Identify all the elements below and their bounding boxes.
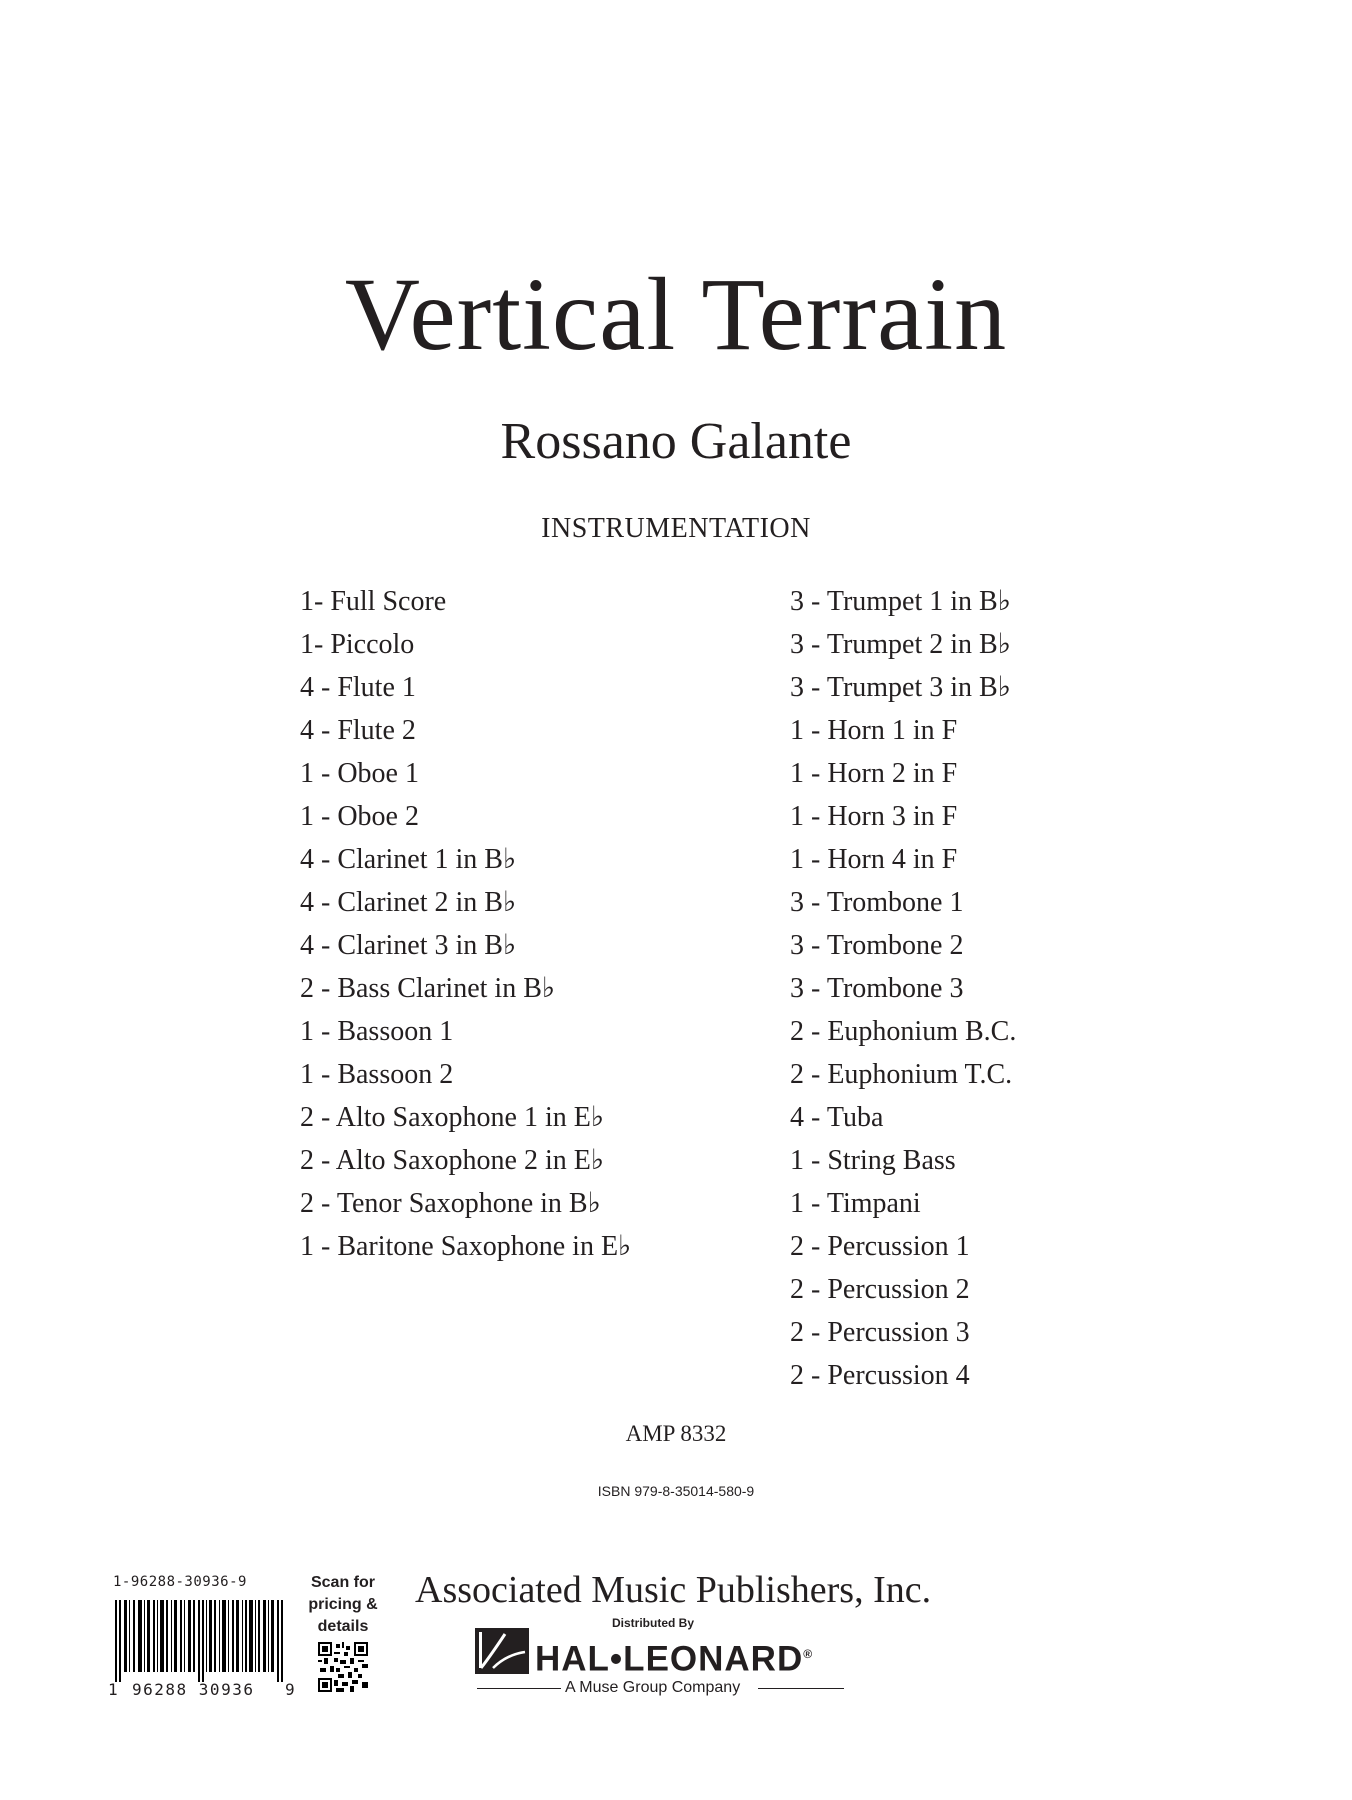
scan-line: Scan for — [310, 1574, 375, 1591]
instrument-item: 1 - Horn 2 in F — [790, 758, 958, 789]
instrument-item: 1 - Oboe 2 — [300, 801, 419, 832]
registered-mark: ® — [803, 1647, 814, 1661]
page-title: Vertical Terrain — [344, 257, 1008, 372]
tagline-rule-left — [477, 1688, 561, 1689]
instrument-item: 1 - Horn 4 in F — [790, 844, 958, 875]
instrument-item: 2 - Percussion 3 — [790, 1317, 970, 1348]
instrument-item: 2 - Alto Saxophone 1 in E♭ — [300, 1102, 605, 1133]
instrument-item: 1 - Baritone Saxophone in E♭ — [300, 1231, 632, 1262]
composer-name: Rossano Galante — [500, 413, 852, 470]
scan-line: details — [317, 1618, 369, 1635]
instrument-item: 4 - Tuba — [790, 1102, 884, 1133]
instrument-item: 3 - Trombone 1 — [790, 887, 964, 918]
distributed-by-label: Distributed By — [612, 1616, 695, 1630]
instrument-item: 2 - Tenor Saxophone in B♭ — [300, 1188, 601, 1219]
instrument-item: 2 - Percussion 4 — [790, 1360, 970, 1391]
instrument-item: 3 - Trumpet 2 in B♭ — [790, 629, 1011, 660]
barcode-middle-digits: 96288 30936 — [132, 1680, 255, 1699]
instrument-item: 2 - Bass Clarinet in B♭ — [300, 973, 556, 1004]
instrument-item: 1 - Horn 3 in F — [790, 801, 958, 832]
publisher-name: Associated Music Publishers, Inc. — [415, 1569, 932, 1611]
scan-line: pricing & — [308, 1596, 378, 1613]
instrument-item: 3 - Trumpet 1 in B♭ — [790, 586, 1011, 617]
instrument-item: 2 - Euphonium B.C. — [790, 1016, 1017, 1047]
instrument-item: 4 - Clarinet 3 in B♭ — [300, 930, 517, 961]
instrument-item: 1 - Bassoon 2 — [300, 1059, 454, 1090]
instrument-item: 1 - Timpani — [790, 1188, 921, 1219]
instrument-item: 1 - String Bass — [790, 1145, 956, 1176]
catalog-number: AMP 8332 — [625, 1421, 727, 1446]
scan-label — [298, 1572, 388, 1638]
instrument-item: 1- Piccolo — [300, 629, 415, 660]
instrument-item: 2 - Alto Saxophone 2 in E♭ — [300, 1145, 605, 1176]
tagline-rule-right — [758, 1688, 844, 1689]
barcode-icon — [105, 1600, 295, 1682]
instrument-item: 4 - Flute 2 — [300, 715, 416, 746]
barcode-first-digit: 1 — [108, 1680, 118, 1699]
instrument-item: 2 - Percussion 2 — [790, 1274, 970, 1305]
instrument-item: 3 - Trombone 3 — [790, 973, 964, 1004]
barcode-last-digit: 9 — [285, 1680, 295, 1699]
distributor-name — [535, 1634, 813, 1680]
instrumentation-heading: INSTRUMENTATION — [541, 513, 811, 544]
isbn: ISBN 979-8-35014-580-9 — [597, 1483, 755, 1499]
instrument-item: 1 - Bassoon 1 — [300, 1016, 454, 1047]
instrumentation-right-column — [790, 580, 1016, 1397]
instrument-item: 1 - Horn 1 in F — [790, 715, 958, 746]
instrument-item: 3 - Trombone 2 — [790, 930, 964, 961]
instrument-item: 1- Full Score — [300, 586, 447, 617]
qr-code-icon — [318, 1642, 368, 1692]
instrument-item: 4 - Clarinet 2 in B♭ — [300, 887, 517, 918]
hal-leonard-logo-icon — [475, 1628, 529, 1674]
instrument-item: 2 - Percussion 1 — [790, 1231, 970, 1262]
instrument-item: 1 - Oboe 1 — [300, 758, 419, 789]
distributor-wordmark: HAL•LEONARD — [535, 1639, 804, 1679]
barcode-top-digits: 1-96288-30936-9 — [113, 1574, 247, 1590]
instrument-item: 4 - Clarinet 1 in B♭ — [300, 844, 517, 875]
instrumentation-left-column — [300, 580, 631, 1268]
distributor-tagline: A Muse Group Company — [565, 1679, 741, 1696]
instrument-item: 2 - Euphonium T.C. — [790, 1059, 1013, 1090]
instrument-item: 3 - Trumpet 3 in B♭ — [790, 672, 1011, 703]
instrument-item: 4 - Flute 1 — [300, 672, 416, 703]
